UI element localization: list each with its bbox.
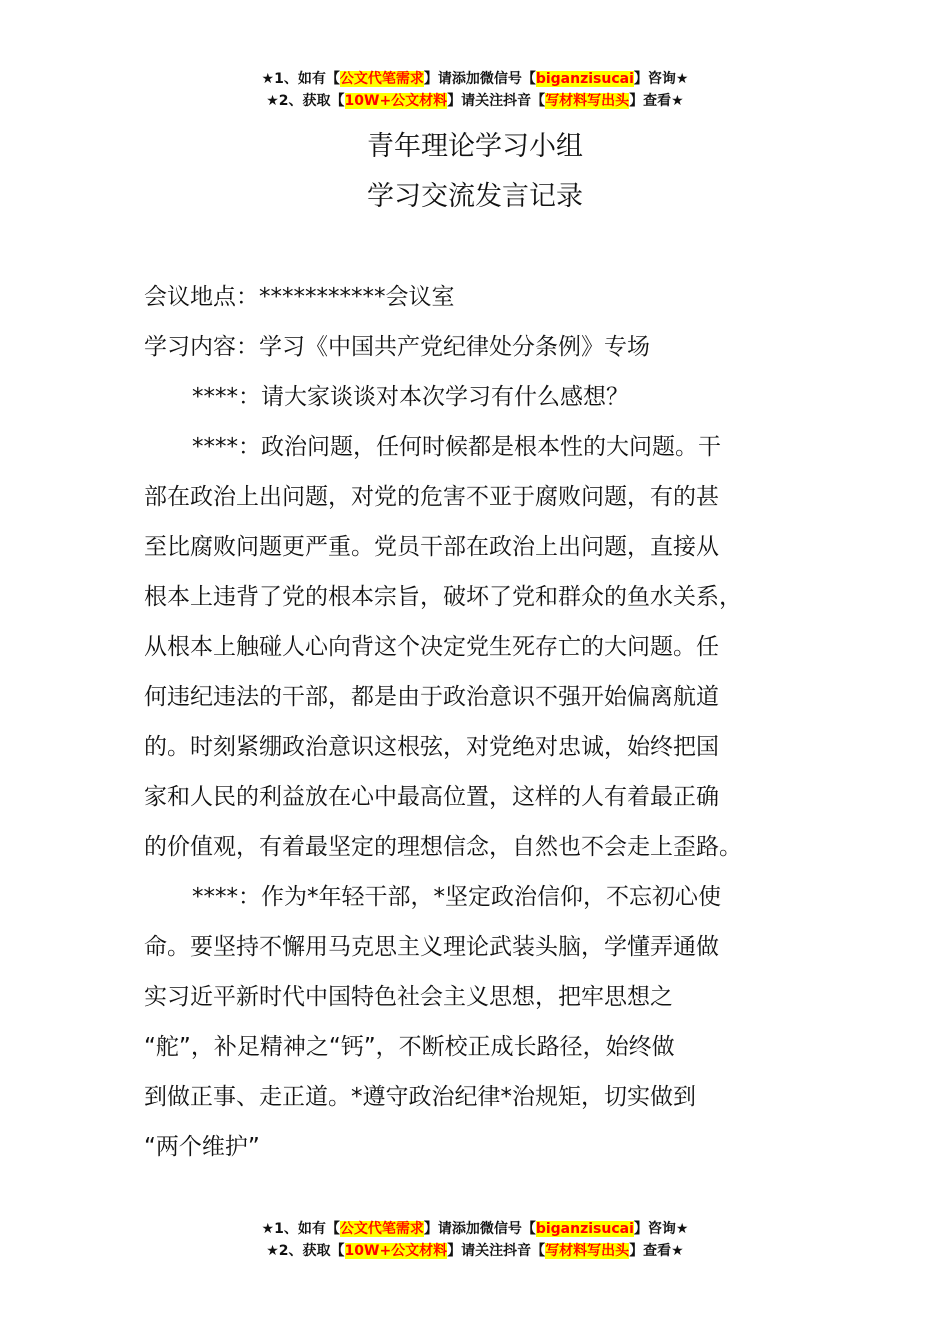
highlight-text: 公文代笔需求 — [339, 1221, 424, 1237]
banner-text: 】查看★ — [629, 93, 684, 109]
body-line: ****：作为*年轻干部，*坚定政治信仰，不忘初心使 — [192, 884, 721, 910]
body-line: “两个维护” — [144, 1134, 260, 1160]
study-content: 学习内容：学习《中国共产党纪律处分条例》专场 — [144, 334, 650, 360]
body-line: 命。要坚持不懈用马克思主义理论武装头脑，学懂弄通做 — [144, 934, 719, 960]
body-line: 至比腐败问题更严重。党员干部在政治上出问题，直接从 — [144, 534, 719, 560]
banner-text: 】咨询★ — [633, 71, 689, 87]
body-line: 实习近平新时代中国特色社会主义思想，把牢思想之 — [144, 984, 673, 1010]
banner-text: 】咨询★ — [633, 1221, 689, 1237]
banner-text: 】请添加微信号【 — [423, 71, 536, 87]
document-body — [144, 272, 814, 1172]
highlight-text: 写材料写出头 — [545, 93, 630, 109]
banner-line-2 — [0, 90, 950, 112]
header-banner — [0, 68, 950, 112]
body-line: 家和人民的利益放在心中最高位置，这样的人有着最正确 — [144, 784, 719, 810]
banner-text: ★1、如有【 — [261, 71, 340, 87]
banner-line-1 — [0, 1218, 950, 1240]
banner-line-2 — [0, 1240, 950, 1262]
highlight-text: 公文代笔需求 — [339, 71, 424, 87]
title-line-1: 青年理论学习小组 — [367, 131, 583, 162]
banner-text: 】查看★ — [629, 1243, 684, 1259]
footer-banner — [0, 1218, 950, 1262]
highlight-text: 10W+公文材料 — [344, 1243, 448, 1259]
body-line: ****：请大家谈谈对本次学习有什么感想？ — [192, 384, 629, 410]
title-line-2: 学习交流发言记录 — [367, 181, 583, 212]
body-line: 的。时刻紧绷政治意识这根弦，对党绝对忠诚，始终把国 — [144, 734, 719, 760]
highlight-text: 写材料写出头 — [545, 1243, 630, 1259]
banner-text: 】请添加微信号【 — [423, 1221, 536, 1237]
banner-text: ★1、如有【 — [261, 1221, 340, 1237]
body-line: 部在政治上出问题，对党的危害不亚于腐败问题，有的甚 — [144, 484, 719, 510]
document-title — [0, 122, 950, 222]
banner-line-1 — [0, 68, 950, 90]
body-line: 的价值观，有着最坚定的理想信念，自然也不会走上歪路。 — [144, 834, 742, 860]
banner-text: 】请关注抖音【 — [447, 1243, 546, 1259]
highlight-text: biganzisucai — [535, 71, 634, 87]
highlight-text: 10W+公文材料 — [344, 93, 448, 109]
body-line: 根本上违背了党的根本宗旨，破坏了党和群众的鱼水关系， — [144, 584, 742, 610]
banner-text: ★2、获取【 — [266, 93, 345, 109]
highlight-text: biganzisucai — [535, 1221, 634, 1237]
body-line: ****：政治问题，任何时候都是根本性的大问题。干 — [192, 434, 721, 460]
banner-text: ★2、获取【 — [266, 1243, 345, 1259]
body-line: “舵”，补足精神之“钙”，不断校正成长路径，始终做 — [144, 1034, 675, 1060]
body-line: 到做正事、走正道。*遵守政治纪律*治规矩，切实做到 — [144, 1084, 696, 1110]
meeting-location: 会议地点：***********会议室 — [144, 284, 455, 310]
banner-text: 】请关注抖音【 — [447, 93, 546, 109]
body-line: 何违纪违法的干部，都是由于政治意识不强开始偏离航道 — [144, 684, 719, 710]
body-line: 从根本上触碰人心向背这个决定党生死存亡的大问题。任 — [144, 634, 719, 660]
